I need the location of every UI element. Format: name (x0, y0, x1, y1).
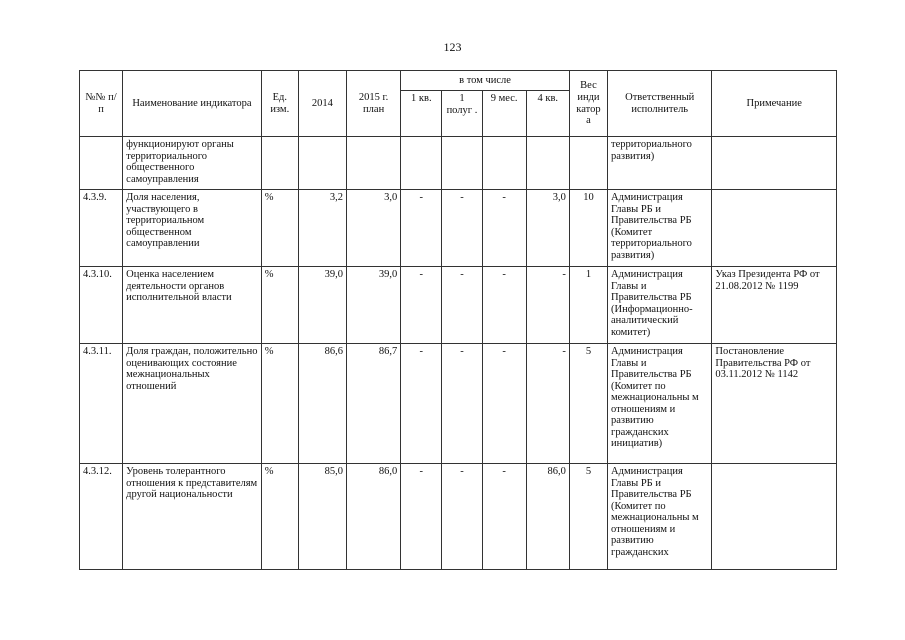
row-q1: - (401, 190, 442, 267)
page-number: 123 (443, 40, 462, 54)
row-weight: 5 (569, 464, 607, 570)
row-weight: 10 (569, 190, 607, 267)
header-9m: 9 мес. (482, 91, 526, 137)
row-note (712, 464, 837, 570)
table-row (80, 190, 837, 267)
header-half1: 1 полуг . (442, 91, 482, 137)
row-2014 (298, 137, 346, 190)
row-unit (261, 137, 298, 190)
row-name: функционируют органы территориального общественного самоуправления (123, 137, 262, 190)
row-num: 4.3.9. (80, 190, 123, 267)
row-note: Постановление Правительства РФ от 03.11.2012 № 1142 (712, 344, 837, 464)
row-responsible: Администрация Главы и Правительства РБ (Информационно-аналитический комитет) (608, 267, 712, 344)
row-num: 4.3.10. (80, 267, 123, 344)
header-weight: Вес инди катор а (569, 71, 607, 137)
header-2014: 2014 (298, 71, 346, 137)
row-9m: - (482, 464, 526, 570)
table-row (80, 464, 837, 570)
row-responsible: Администрация Главы РБ и Правительства РБ (Комитет по межнациональны м отношениям и развитию гражданских (608, 464, 712, 570)
header-unit: Ед. изм. (261, 71, 298, 137)
row-2014: 39,0 (298, 267, 346, 344)
table-row (80, 344, 837, 464)
header-name: Наименование индикатора (123, 71, 262, 137)
row-plan: 86,0 (347, 464, 401, 570)
row-plan: 39,0 (347, 267, 401, 344)
row-q1: - (401, 344, 442, 464)
row-q4: 3,0 (526, 190, 569, 267)
row-9m: - (482, 190, 526, 267)
row-name: Доля населения, участвующего в территориальном общественном самоуправлении (123, 190, 262, 267)
header-q4: 4 кв. (526, 91, 569, 137)
row-q4: - (526, 344, 569, 464)
row-plan: 3,0 (347, 190, 401, 267)
row-q1 (401, 137, 442, 190)
row-2014: 85,0 (298, 464, 346, 570)
row-plan: 86,7 (347, 344, 401, 464)
table-row (80, 267, 837, 344)
row-responsible: территориального развития) (608, 137, 712, 190)
row-half1: - (442, 464, 482, 570)
row-9m: - (482, 267, 526, 344)
row-unit: % (261, 464, 298, 570)
table-header (80, 71, 837, 137)
row-unit: % (261, 190, 298, 267)
row-note (712, 190, 837, 267)
row-half1: - (442, 344, 482, 464)
header-2015-plan: 2015 г. план (347, 71, 401, 137)
row-unit: % (261, 267, 298, 344)
indicators-table (79, 70, 837, 570)
header-num: №№ п/п (80, 71, 123, 137)
row-responsible: Администрация Главы РБ и Правительства РБ (Комитет территориального развития) (608, 190, 712, 267)
header-note: Примечание (712, 71, 837, 137)
row-weight: 1 (569, 267, 607, 344)
row-plan (347, 137, 401, 190)
row-note (712, 137, 837, 190)
row-note: Указ Президента РФ от 21.08.2012 № 1199 (712, 267, 837, 344)
row-half1: - (442, 190, 482, 267)
row-half1: - (442, 267, 482, 344)
row-name: Оценка населением деятельности органов исполнительной власти (123, 267, 262, 344)
header-q1: 1 кв. (401, 91, 442, 137)
row-name: Доля граждан, положительно оценивающих состояние межнациональных отношений (123, 344, 262, 464)
row-name: Уровень толерантного отношения к представителям другой национальности (123, 464, 262, 570)
row-q4: 86,0 (526, 464, 569, 570)
row-weight (569, 137, 607, 190)
row-q4: - (526, 267, 569, 344)
row-num: 4.3.12. (80, 464, 123, 570)
row-2014: 3,2 (298, 190, 346, 267)
row-2014: 86,6 (298, 344, 346, 464)
header-including: в том числе (401, 71, 570, 91)
row-q4 (526, 137, 569, 190)
row-num: 4.3.11. (80, 344, 123, 464)
row-q1: - (401, 464, 442, 570)
row-unit: % (261, 344, 298, 464)
row-half1 (442, 137, 482, 190)
table-row (80, 137, 837, 190)
header-responsible: Ответственный исполнитель (608, 71, 712, 137)
row-9m (482, 137, 526, 190)
row-weight: 5 (569, 344, 607, 464)
row-num (80, 137, 123, 190)
row-responsible: Администрация Главы и Правительства РБ (Комитет по межнациональны м отношениям и развитию гражданских инициатив) (608, 344, 712, 464)
row-q1: - (401, 267, 442, 344)
row-9m: - (482, 344, 526, 464)
